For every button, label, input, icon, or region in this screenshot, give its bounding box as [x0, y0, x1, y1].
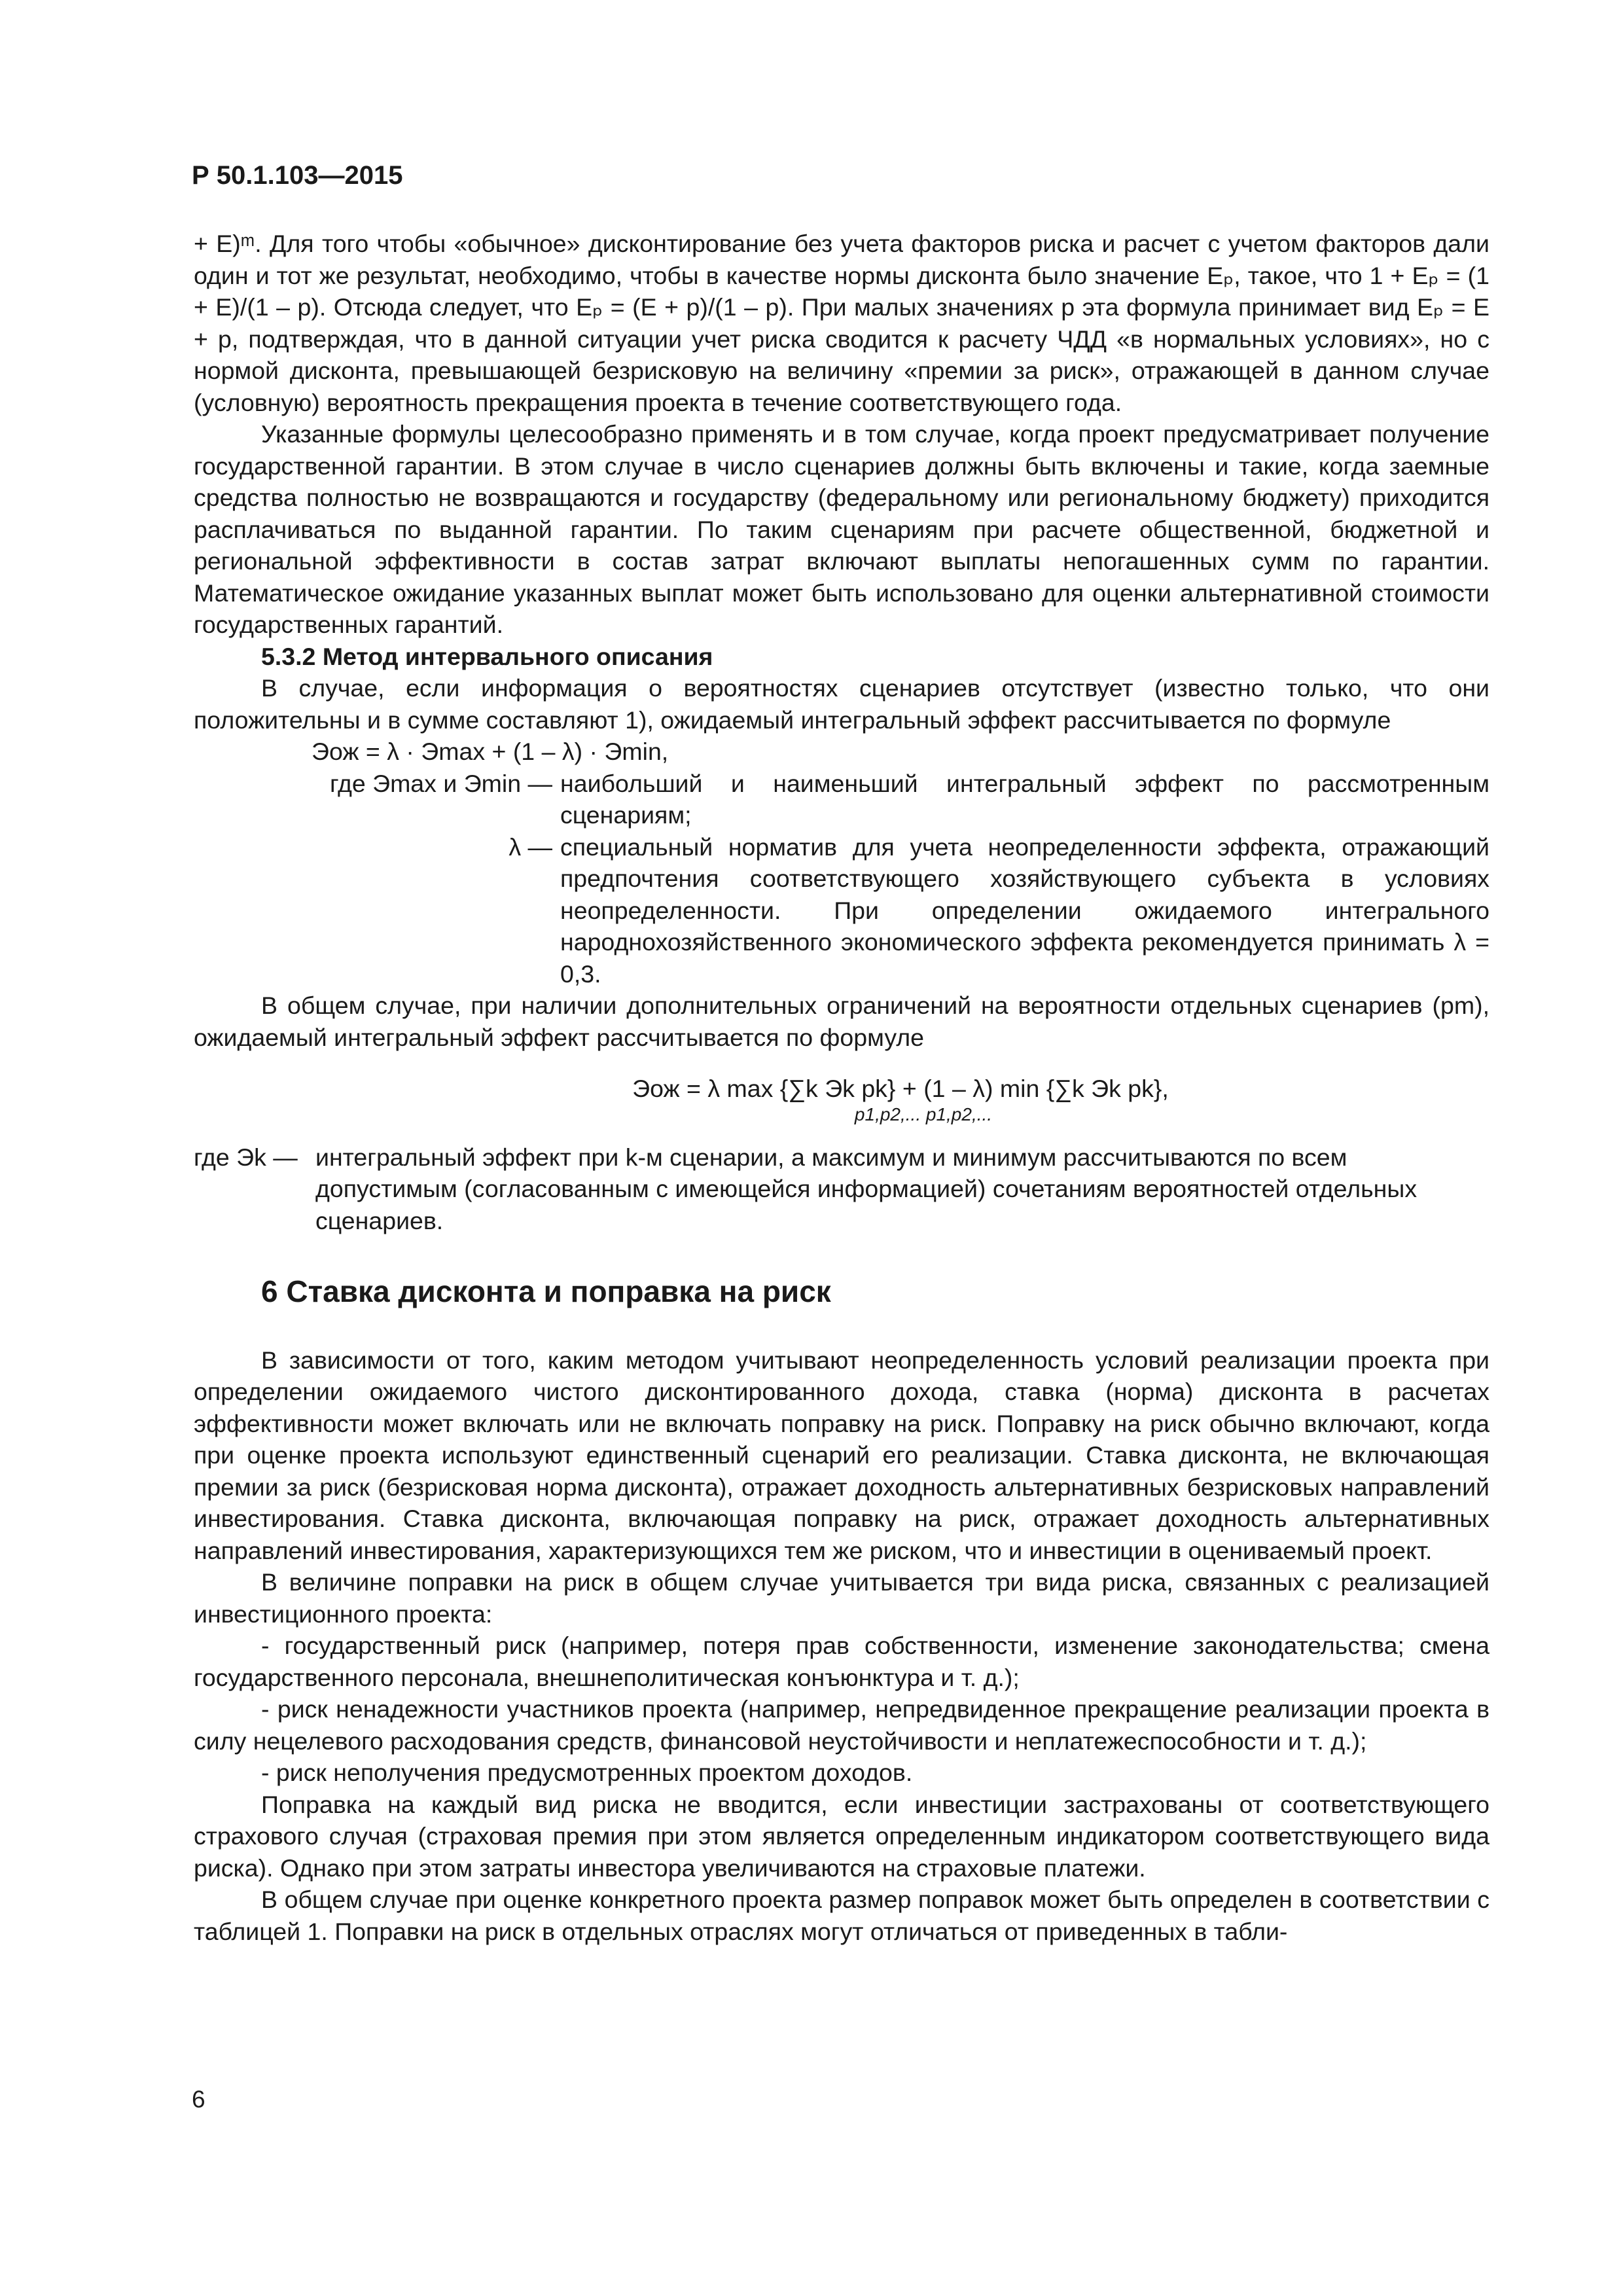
- definition-term: где Эmax и Эmin —: [329, 769, 552, 797]
- subsection-heading: 5.3.2 Метод интервального описания: [261, 642, 713, 670]
- paragraph: В зависимости от того, каким методом учитывают неопределенность условий реализации проекта при определении ожидаемого чистого дисконтированного дохода, ставка (норма) дисконта в расчетах эффективности может включать или не включать поправку на риск. Поправку на риск обычно включают, когда при оценке проекта используют единственный сценарий его реализации. Ставка дисконта, не включающая премии за риск (безрисковая норма дисконта), отражает доходность альтернативных безрисковых направлений инвестирования. Ставка дисконта, включающая поправку на риск, отражает доходность альтернативных направлений инвестирования, характеризующихся тем же риском, что и инвестиции в оцениваемый проект.: [194, 1346, 1489, 1564]
- definition-term: λ —: [508, 833, 552, 861]
- paragraph: В общем случае, при наличии дополнительных ограничений на вероятности отдельных сценариев (pm), ожидаемый интегральный эффект рассчитывается по формуле: [194, 992, 1489, 1051]
- definition-desc: специальный норматив для учета неопределенности эффекта, отражающий предпочтения соответствующего хозяйствующего субъекта в условиях неопределенности. При определении ожидаемого интегрального народнохозяйственного экономического эффекта рекомендуется принимать λ = 0,3.: [560, 833, 1489, 988]
- paragraph: В величине поправки на риск в общем случае учитывается три вида риска, связанных с реализацией инвестиционного проекта:: [194, 1568, 1489, 1628]
- definition-row: [194, 768, 1489, 831]
- definition-desc: наибольший и наименьший интегральный эффект по рассмотренным сценариям;: [560, 769, 1489, 829]
- list-item: - государственный риск (например, потеря прав собственности, изменение законодательства; смена государственного персонала, внешнеполитическая конъюнктура и т. д.);: [194, 1632, 1489, 1691]
- list-item: - риск неполучения предусмотренных проектом доходов.: [261, 1759, 913, 1786]
- paragraph: Указанные формулы целесообразно применять и в том случае, когда проект предусматривает получение государственной гарантии. В этом случае в число сценариев должны быть включены и такие, когда заемные средства полностью не возвращаются и государству (федеральному или региональному бюджету) приходится расплачиваться по выданной гарантии. По таким сценариям при расчете общественной, бюджетной и региональной эффективности в состав затрат включают выплаты непогашенных сумм по гарантии. Математическое ожидание указанных выплат может быть использовано для оценки альтернативной стоимости государственных гарантий.: [194, 420, 1489, 638]
- definition-row: [194, 1141, 1489, 1237]
- paragraph: + E)ᵐ. Для того чтобы «обычное» дисконтирование без учета факторов риска и расчет с учетом факторов дали один и тот же результат, необходимо, чтобы в качестве нормы дисконта было значение Eₚ, такое, что 1 + Eₚ = (1 + E)/(1 – p). Отсюда следует, что Eₚ = (E + p)/(1 – p). При малых значениях p эта формула принимает вид Eₚ = E + p, подтверждая, что в данной ситуации учет риска сводится к расчету ЧДД «в нормальных условиях», но с нормой дисконта, превышающей безрисковую на величину «премии за риск», отражающей в данном случае (условную) вероятность прекращения проекта в течение соответствующего года.: [194, 230, 1489, 416]
- formula-minmax: [194, 1073, 1489, 1124]
- definition-row: [194, 831, 1489, 990]
- section-heading: 6 Ставка дисконта и поправка на риск: [261, 1274, 831, 1308]
- paragraph: В общем случае при оценке конкретного проекта размер поправок может быть определен в соответствии с таблицей 1. Поправки на риск в отдельных отраслях могут отличаться от приведенных в табли-: [194, 1886, 1489, 1945]
- page-number: 6: [192, 2086, 205, 2113]
- body-text: [194, 228, 1489, 1947]
- paragraph: Поправка на каждый вид риска не вводится, если инвестиции застрахованы от соответствующего страхового случая (страховая премия при этом является определенным индикатором соответствующего вида риска). Однако при этом затраты инвестора увеличиваются на страховые платежи.: [194, 1790, 1489, 1882]
- formula-main: Эож = λ max {∑k Эk pk} + (1 – λ) min {∑k Эk pk},: [632, 1075, 1169, 1102]
- paragraph: В случае, если информация о вероятностях сценариев отсутствует (известно только, что они положительны и в сумме составляют 1), ожидаемый интегральный эффект рассчитывается по формуле: [194, 674, 1489, 734]
- document-header: Р 50.1.103—2015: [192, 161, 403, 190]
- definition-term: где Эk —: [194, 1143, 298, 1171]
- definition-desc: интегральный эффект при k-м сценарии, а максимум и минимум рассчитываются по всем допустимым (согласованным с имеющейся информацией) сочетаниям вероятностей отдельных сценариев.: [315, 1143, 1418, 1234]
- formula-expected-effect: Эож = λ · Эmax + (1 – λ) · Эmin,: [312, 738, 669, 765]
- list-item: - риск ненадежности участников проекта (например, непредвиденное прекращение реализации проекта в силу нецелевого расходования средств, финансовой неустойчивости и неплатежеспособности и т. д.);: [194, 1695, 1489, 1755]
- formula-subscript: p1,p2,... p1,p2,...: [854, 1103, 993, 1124]
